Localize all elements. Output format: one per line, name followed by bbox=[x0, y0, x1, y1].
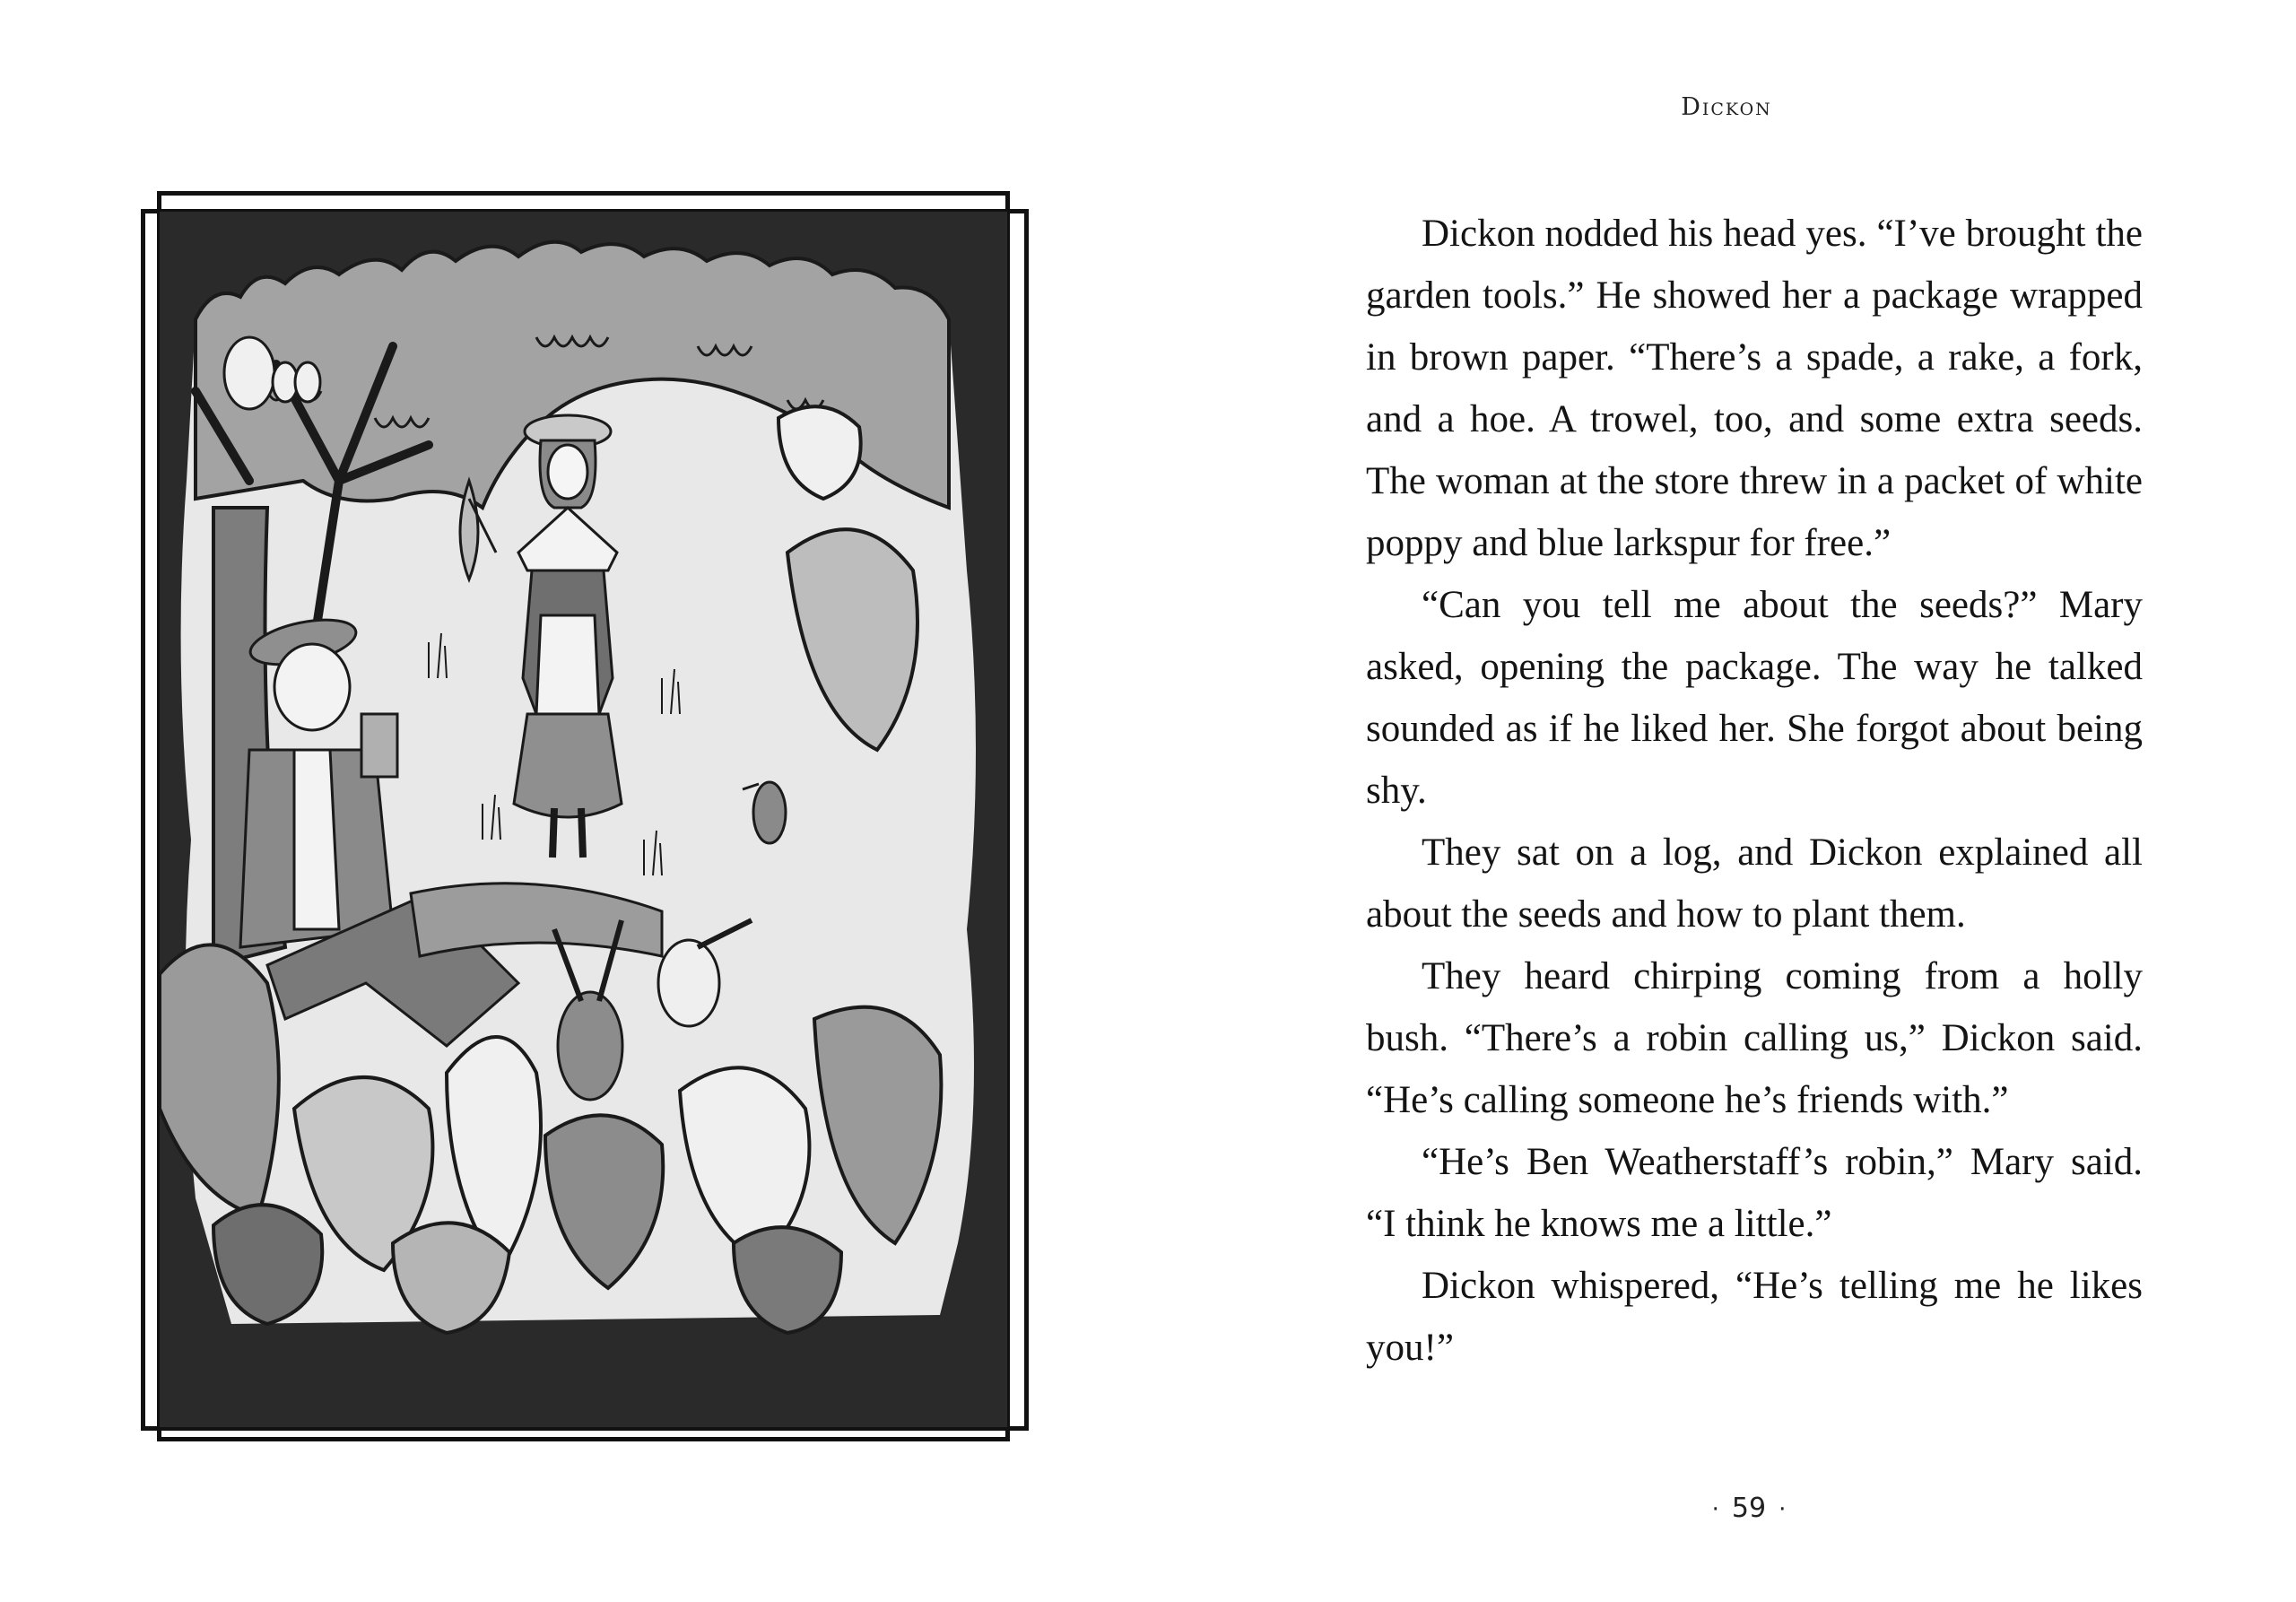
paragraph: Dickon nodded his head yes. “I’ve brought the garden tools.” He showed her a package wrapped in brown paper. “There’s a spade, a rake, a fork, and a hoe. A trowel, too, and some extra seeds. The woman at the store threw in a packet of white poppy and blue larkspur for free.” bbox=[1366, 213, 2143, 564]
paragraph: They heard chirping coming from a holly bush. “There’s a robin calling us,” Dickon said. “He’s calling someone he’s friends with.” bbox=[1366, 955, 2143, 1121]
pan-pipes bbox=[361, 714, 397, 777]
ornament-dot: · bbox=[1779, 1496, 1787, 1523]
ornament-dot: · bbox=[1711, 1496, 1719, 1523]
paragraph: “He’s Ben Weatherstaff’s robin,” Mary said. “I think he knows me a little.” bbox=[1366, 1141, 2143, 1245]
paragraph: They sat on a log, and Dickon explained all about the seeds and how to plant them. bbox=[1366, 831, 2143, 936]
chapter-illustration bbox=[160, 212, 1007, 1427]
body-text bbox=[1366, 203, 2143, 1379]
running-head: Dickon bbox=[1681, 93, 1772, 121]
paragraph: “Can you tell me about the seeds?” Mary asked, opening the package. The way he talked sounded as if he liked her. She forgot about being shy. bbox=[1366, 584, 2143, 812]
paragraph: Dickon whispered, “He’s telling me he likes you!” bbox=[1366, 1265, 2143, 1369]
page-number-footer bbox=[1686, 1493, 1812, 1524]
page-number: 59 bbox=[1731, 1493, 1767, 1524]
